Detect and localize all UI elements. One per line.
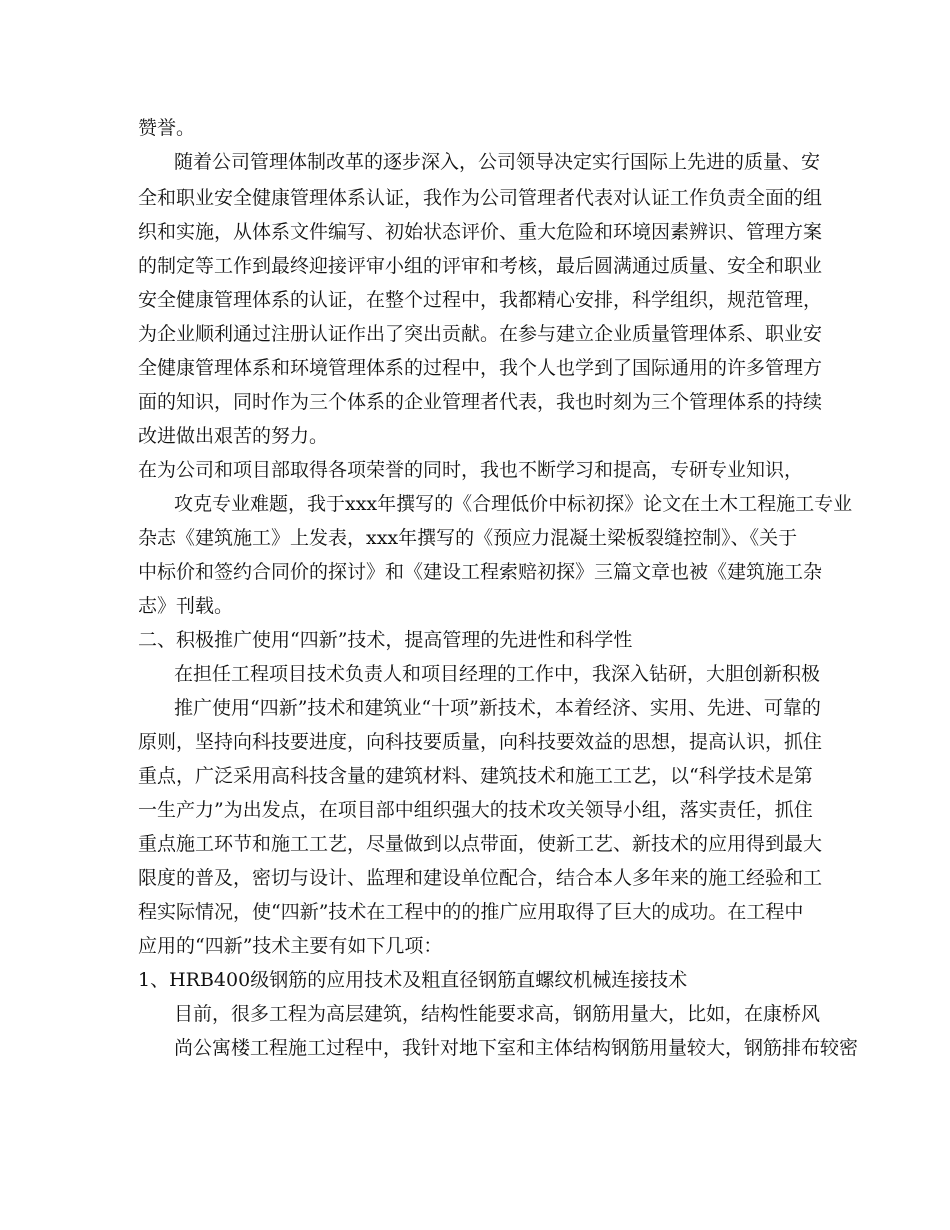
paragraph-start: 尚公寓楼工程施工过程中，我针对地下室和主体结构钢筋用量较大，钢筋排布较密 [174,1037,859,1059]
text-line: 应用的“四新”技术主要有如下几项： [138,935,443,957]
subsection-heading: 目前，很多工程为高层建筑，结构性能要求高，钢筋用量大，比如，在康桥风 [174,1003,821,1025]
text-line: 原则，坚持向科技要进度，向科技要质量，向科技要效益的思想，提高认识，抓住 [138,731,823,753]
text-line: 的制定等工作到最终迎接评审小组的评审和考核，最后圆满通过质量、安全和职业 [138,255,823,277]
text-line: 杂志《建筑施工》上发表，xxx年撰写的《预应力混凝土梁板裂缝控制》、《关于 [138,527,798,549]
text-line: 安全健康管理体系的认证，在整个过程中，我都精心安排，科学组织，规范管理， [138,289,823,311]
text-line: 二、积极推广使用“四新”技术，提高管理的先进性和科学性 [138,629,633,651]
section-heading: 在担任工程项目技术负责人和项目经理的工作中，我深入钻研，大胆创新积极 [174,663,821,685]
text-line: 限度的普及，密切与设计、监理和建设单位配合，结合本人多年来的施工经验和工 [138,867,823,889]
text-line: 重点，广泛采用高科技含量的建筑材料、建筑技术和施工工艺，以“科学技术是第 [138,765,813,787]
text-line: 程实际情况，使“四新”技术在工程中的的推广应用取得了巨大的成功。在工程中 [138,901,804,923]
text-line: 志》刊载。 [138,595,234,617]
text-line: 全和职业安全健康管理体系认证，我作为公司管理者代表对认证工作负责全面的组 [138,187,823,209]
text-line: 在为公司和项目部取得各项荣誉的同时，我也不断学习和提高，专研专业知识， [138,459,804,481]
text-line: 全健康管理体系和环境管理体系的过程中，我个人也学到了国际通用的许多管理方 [138,357,823,379]
text-line: 一生产力”为出发点，在项目部中组织强大的技术攻关领导小组，落实责任，抓住 [138,799,813,821]
paragraph-start: 推广使用“四新”技术和建筑业“十项”新技术，本着经济、实用、先进、可靠的 [174,697,821,719]
paragraph-start: 随着公司管理体制改革的逐步深入，公司领导决定实行国际上先进的质量、安 [174,151,821,173]
text-line: 改进做出艰苦的努力。 [138,425,329,447]
text-line: 1、HRB400级钢筋的应用技术及粗直径钢筋直螺纹机械连接技术 [138,969,688,991]
text-line: 赞誉。 [138,117,196,139]
text-line: 中标价和签约合同价的探讨》和《建设工程索赔初探》三篇文章也被《建筑施工杂 [138,561,823,583]
paragraph-start: 攻克专业难题，我于xxx年撰写的《合理低价中标初探》论文在土木工程施工专业 [174,493,853,515]
text-line: 为企业顺利通过注册认证作出了突出贡献。在参与建立企业质量管理体系、职业安 [138,323,823,345]
text-line: 面的知识，同时作为三个体系的企业管理者代表，我也时刻为三个管理体系的持续 [138,391,823,413]
text-line: 织和实施，从体系文件编写、初始状态评价、重大危险和环境因素辨识、管理方案 [138,221,823,243]
text-line: 重点施工环节和施工工艺，尽量做到以点带面，使新工艺、新技术的应用得到最大 [138,833,823,855]
